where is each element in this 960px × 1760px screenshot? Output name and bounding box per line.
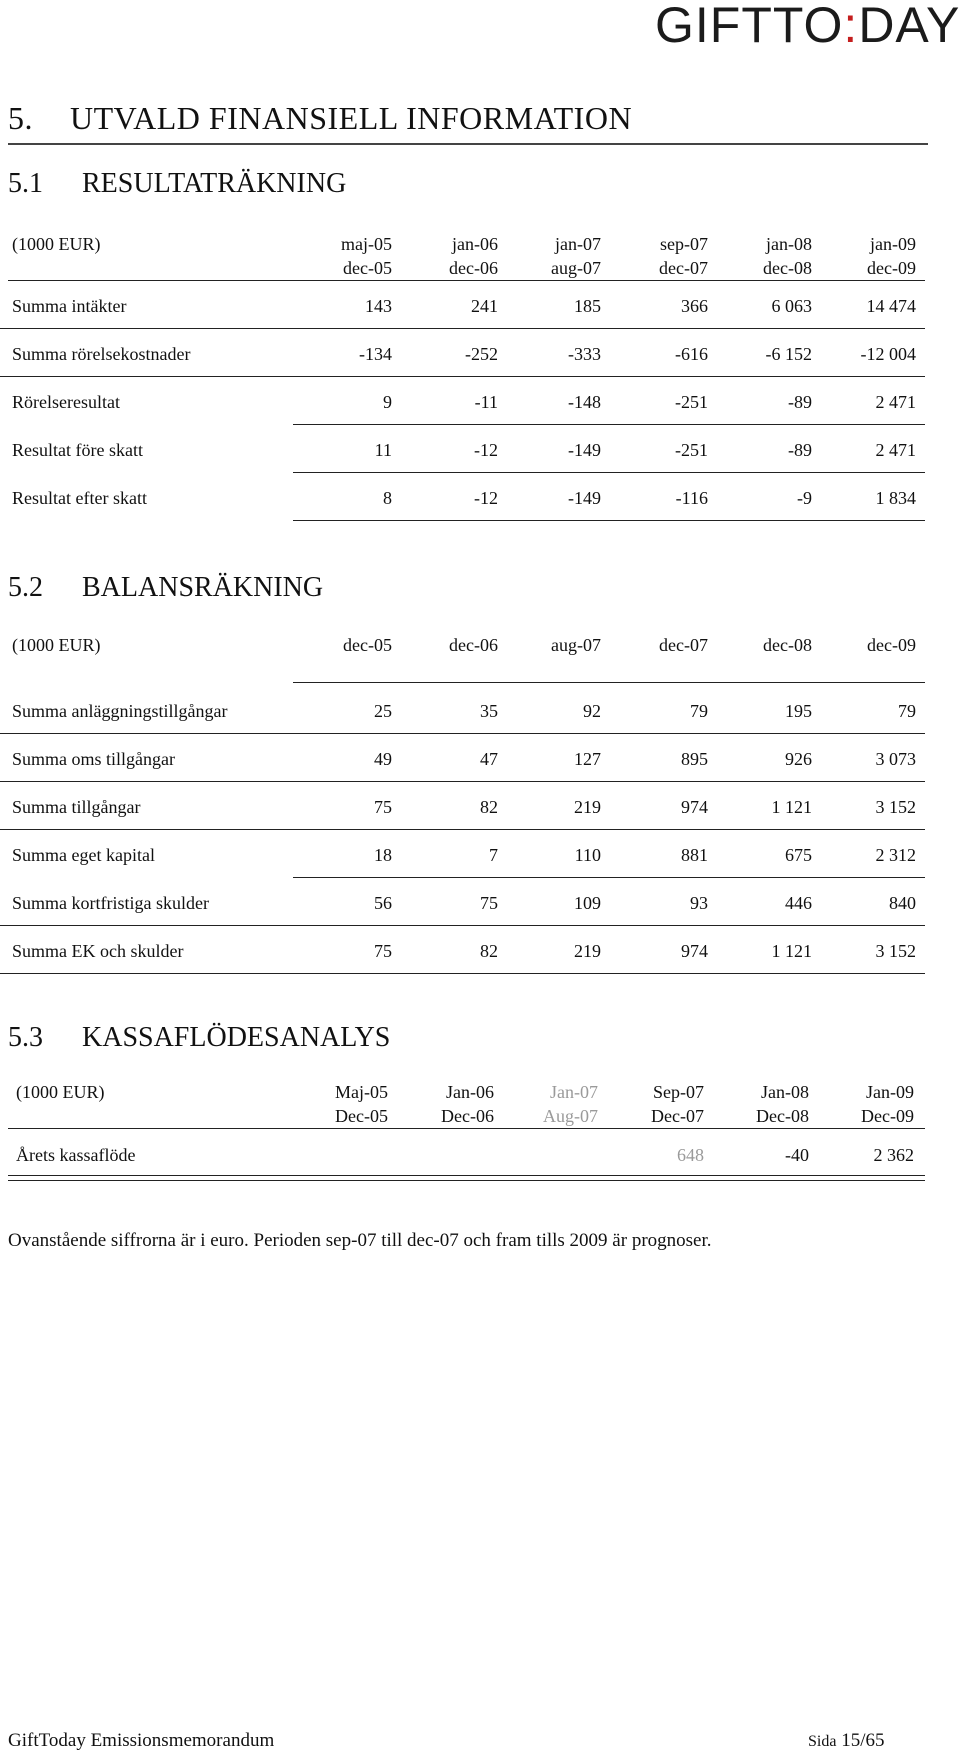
cell: 195 <box>785 701 812 721</box>
cell: 446 <box>785 893 812 913</box>
table-row <box>0 784 925 830</box>
cell: 366 <box>681 296 708 316</box>
cell: 241 <box>471 296 498 316</box>
kassa-unit: (1000 EUR) <box>16 1082 105 1102</box>
table-row <box>0 832 925 878</box>
period-header: Sep-07 Dec-07 <box>651 1082 704 1126</box>
row-label: Summa tillgångar <box>12 797 141 817</box>
cell: 648 <box>677 1145 704 1165</box>
period-header: Maj-05 Dec-05 <box>335 1082 388 1126</box>
cell: 109 <box>574 893 601 913</box>
footnote: Ovanstående siffrorna är i euro. Perioden sep-07 till dec-07 och fram tills 2009 är prognoser. <box>8 1230 712 1251</box>
kassa-title: KASSAFLÖDESANALYS <box>82 1022 391 1053</box>
cell: 2 471 <box>875 392 916 412</box>
divider <box>8 280 925 281</box>
cell: 6 063 <box>771 296 812 316</box>
cell: -89 <box>788 440 812 460</box>
balans-title: BALANSRÄKNING <box>82 572 324 603</box>
kassa-number: 5.3 <box>8 1022 43 1053</box>
balans-number: 5.2 <box>8 572 43 603</box>
cell: -12 <box>474 488 498 508</box>
kassa-heading <box>8 1022 390 1054</box>
cell: 974 <box>681 941 708 961</box>
period-header: dec-05 <box>343 635 392 655</box>
row-label: Summa eget kapital <box>12 845 155 865</box>
cell: -116 <box>675 488 708 508</box>
cell: 47 <box>480 749 498 769</box>
row-label: Summa rörelsekostnader <box>12 344 191 364</box>
cell: -89 <box>788 392 812 412</box>
cell: 881 <box>681 845 708 865</box>
cell: -333 <box>568 344 601 364</box>
cell: 895 <box>681 749 708 769</box>
divider <box>0 973 925 974</box>
cell: -12 <box>474 440 498 460</box>
divider <box>0 376 925 377</box>
row-label: Summa oms tillgångar <box>12 749 175 769</box>
cell: 75 <box>480 893 498 913</box>
period-header: jan-06 dec-06 <box>449 234 498 278</box>
footer-document-title: GiftToday Emissionsmemorandum <box>8 1730 275 1751</box>
cell: 2 362 <box>873 1145 914 1165</box>
cell: 11 <box>374 440 392 460</box>
cell: 974 <box>681 797 708 817</box>
period-header: sep-07 dec-07 <box>659 234 708 278</box>
cell: 3 073 <box>875 749 916 769</box>
cell: 143 <box>365 296 392 316</box>
cell: 1 121 <box>771 941 812 961</box>
period-header: Jan-06 Dec-06 <box>441 1082 494 1126</box>
period-header: dec-09 <box>867 635 916 655</box>
cell: -11 <box>474 392 498 412</box>
cell: 79 <box>690 701 708 721</box>
period-header: aug-07 <box>551 635 601 655</box>
cell: -12 004 <box>860 344 916 364</box>
divider <box>293 472 925 473</box>
period-header: Jan-08 Dec-08 <box>756 1082 809 1126</box>
cell: -252 <box>465 344 498 364</box>
cell: 93 <box>690 893 708 913</box>
cell: 2 312 <box>875 845 916 865</box>
cell: 219 <box>574 941 601 961</box>
divider <box>0 925 925 926</box>
cell: -148 <box>568 392 601 412</box>
cell: 185 <box>574 296 601 316</box>
table-row <box>0 427 925 473</box>
row-label: Summa anläggningstillgångar <box>12 701 228 721</box>
period-header: dec-07 <box>659 635 708 655</box>
section-number: 5. <box>8 100 33 136</box>
balans-unit: (1000 EUR) <box>12 635 101 655</box>
period-header: dec-06 <box>449 635 498 655</box>
period-header: maj-05 dec-05 <box>341 234 392 278</box>
cell: 2 471 <box>875 440 916 460</box>
table-row <box>0 283 925 329</box>
divider <box>0 733 925 734</box>
table-row <box>0 1132 925 1178</box>
period-header: jan-08 dec-08 <box>763 234 812 278</box>
period-header: Jan-07 Aug-07 <box>543 1082 598 1126</box>
row-label: Årets kassaflöde <box>16 1145 136 1165</box>
cell: 110 <box>574 845 601 865</box>
cell: -149 <box>568 488 601 508</box>
resultat-heading <box>8 168 346 200</box>
cell: 14 474 <box>866 296 916 316</box>
divider <box>293 520 925 521</box>
cell: 1 121 <box>771 797 812 817</box>
cell: 25 <box>374 701 392 721</box>
cell: 3 152 <box>875 797 916 817</box>
divider <box>0 781 925 782</box>
resultat-header-row <box>0 232 925 282</box>
table-row <box>0 379 925 425</box>
cell: 3 152 <box>875 941 916 961</box>
balans-header-row <box>0 622 925 668</box>
row-label: Resultat efter skatt <box>12 488 147 508</box>
divider <box>293 682 925 683</box>
section-title: UTVALD FINANSIELL INFORMATION <box>70 100 633 136</box>
cell: -251 <box>675 392 708 412</box>
divider <box>0 829 925 830</box>
cell: -251 <box>675 440 708 460</box>
divider <box>0 328 925 329</box>
table-row <box>0 736 925 782</box>
row-label: Summa intäkter <box>12 296 127 316</box>
cell: 127 <box>574 749 601 769</box>
cell: -134 <box>359 344 392 364</box>
table-row <box>0 688 925 734</box>
period-header: jan-07 aug-07 <box>551 234 601 278</box>
cell: -9 <box>797 488 812 508</box>
cell: -40 <box>785 1145 809 1165</box>
cell: 56 <box>374 893 392 913</box>
resultat-title: RESULTATRÄKNING <box>82 168 347 199</box>
cell: 35 <box>480 701 498 721</box>
period-header: Jan-09 Dec-09 <box>861 1082 914 1126</box>
table-row <box>0 880 925 926</box>
cell: 82 <box>480 797 498 817</box>
cell: -6 152 <box>765 344 812 364</box>
balans-heading <box>8 572 323 604</box>
cell: 49 <box>374 749 392 769</box>
kassa-header-row <box>0 1080 925 1130</box>
row-label: Summa EK och skulder <box>12 941 184 961</box>
gifttoday-logo: GIFTTO:DAY <box>655 0 960 53</box>
cell: 8 <box>383 488 392 508</box>
cell: 7 <box>489 845 498 865</box>
row-label: Resultat före skatt <box>12 440 143 460</box>
footer-page-number: Sida 15/65 <box>808 1730 885 1751</box>
cell: -616 <box>675 344 708 364</box>
cell: 9 <box>383 392 392 412</box>
cell: 75 <box>374 797 392 817</box>
row-label: Summa kortfristiga skulder <box>12 893 209 913</box>
resultat-number: 5.1 <box>8 168 43 199</box>
divider <box>293 424 925 425</box>
cell: 675 <box>785 845 812 865</box>
cell: 75 <box>374 941 392 961</box>
cell: 219 <box>574 797 601 817</box>
cell: 926 <box>785 749 812 769</box>
period-header: dec-08 <box>763 635 812 655</box>
table-row <box>0 475 925 521</box>
resultat-unit: (1000 EUR) <box>12 234 101 254</box>
double-divider <box>8 1175 925 1181</box>
row-label: Rörelseresultat <box>12 392 120 412</box>
cell: 18 <box>374 845 392 865</box>
cell: 82 <box>480 941 498 961</box>
cell: -149 <box>568 440 601 460</box>
section-heading <box>8 100 928 145</box>
cell: 79 <box>898 701 916 721</box>
divider <box>293 877 925 878</box>
cell: 1 834 <box>875 488 916 508</box>
cell: 840 <box>889 893 916 913</box>
table-row <box>0 331 925 377</box>
period-header: jan-09 dec-09 <box>867 234 916 278</box>
table-row <box>0 928 925 974</box>
divider <box>8 1128 925 1129</box>
cell: 92 <box>583 701 601 721</box>
